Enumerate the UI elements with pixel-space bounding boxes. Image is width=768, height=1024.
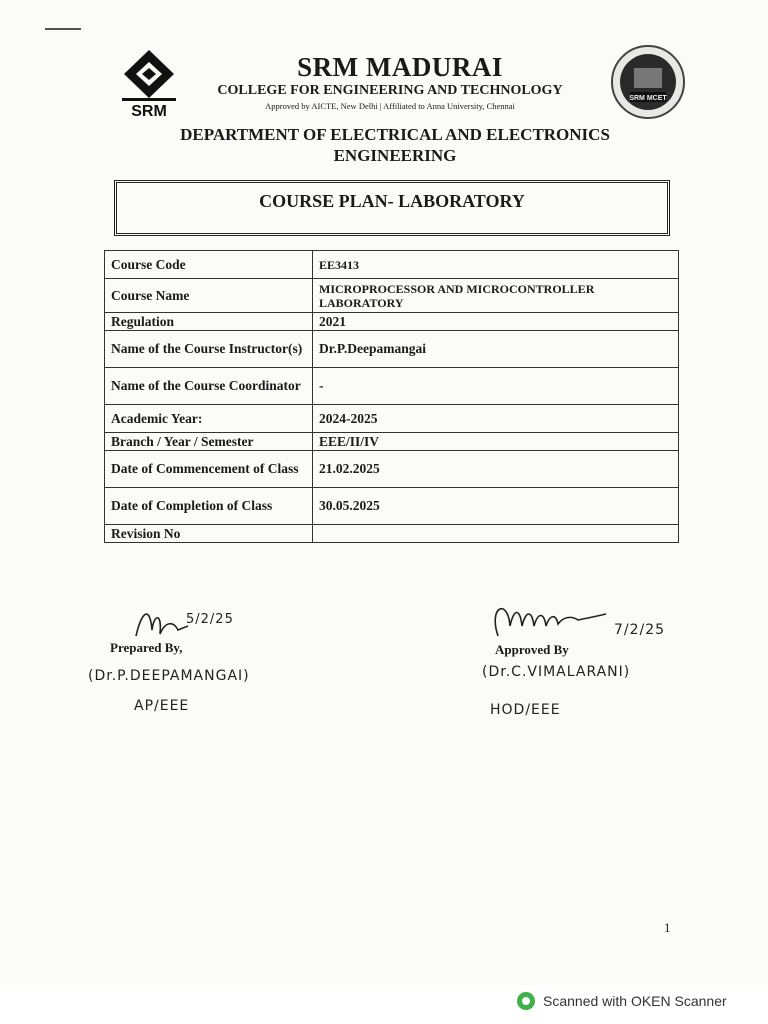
- table-row: [105, 313, 679, 331]
- table-row: [105, 488, 679, 525]
- row-label: Branch / Year / Semester: [105, 433, 313, 451]
- row-value: Dr.P.Deepamangai: [313, 331, 679, 368]
- table-row: [105, 405, 679, 433]
- plan-title: COURSE PLAN- LABORATORY: [259, 191, 525, 211]
- prepared-date: 5/2/25: [186, 612, 234, 627]
- approved-by-label: Approved By: [495, 642, 569, 657]
- approved-name: (Dr.C.VIMALARANI): [482, 664, 631, 680]
- row-label: Regulation: [105, 313, 313, 331]
- row-value: EEE/II/IV: [313, 433, 679, 451]
- affiliation-text: Approved by AICTE, New Delhi | Affiliated to Anna University, Chennai: [265, 101, 515, 111]
- row-label: Name of the Course Instructor(s): [105, 331, 313, 368]
- row-label: Course Code: [105, 251, 313, 279]
- table-row: [105, 368, 679, 405]
- plan-title-box: [114, 180, 670, 236]
- prepared-signature-icon: [132, 600, 192, 644]
- table-row: [105, 279, 679, 313]
- department-title: [140, 124, 650, 166]
- row-value: 21.02.2025: [313, 451, 679, 488]
- department-line-1: DEPARTMENT OF ELECTRICAL AND ELECTRONICS: [180, 125, 610, 144]
- row-label: Date of Completion of Class: [105, 488, 313, 525]
- approved-date: 7/2/25: [614, 622, 666, 638]
- table-row: [105, 331, 679, 368]
- course-info-table: [104, 250, 679, 543]
- prepared-name: (Dr.P.DEEPAMANGAI): [88, 668, 250, 684]
- seal-text: SRM MCET: [629, 95, 667, 102]
- row-label: Name of the Course Coordinator: [105, 368, 313, 405]
- row-label: Revision No: [105, 525, 313, 543]
- department-line-2: ENGINEERING: [333, 146, 457, 165]
- srm-logo-icon: [118, 48, 180, 120]
- row-value: [313, 525, 679, 543]
- prepared-role: AP/EEE: [134, 698, 190, 714]
- approved-signature-icon: [488, 596, 612, 640]
- row-value: 30.05.2025: [313, 488, 679, 525]
- row-label: Academic Year:: [105, 405, 313, 433]
- row-value: EE3413: [313, 251, 679, 279]
- row-label: Course Name: [105, 279, 313, 313]
- institution-name: SRM MADURAI: [297, 52, 503, 82]
- approved-role: HOD/EEE: [490, 702, 561, 718]
- table-row: [105, 433, 679, 451]
- page-number: 1: [664, 920, 671, 935]
- row-value: 2021: [313, 313, 679, 331]
- logo-text: SRM: [131, 103, 167, 120]
- prepared-by-label: Prepared By,: [110, 640, 183, 655]
- row-value: 2024-2025: [313, 405, 679, 433]
- scanner-logo-icon: [517, 992, 535, 1010]
- row-value: MICROPROCESSOR AND MICROCONTROLLER LABORATORY: [313, 279, 679, 313]
- row-label: Date of Commencement of Class: [105, 451, 313, 488]
- row-value: -: [313, 368, 679, 405]
- college-name: COLLEGE FOR ENGINEERING AND TECHNOLOGY: [217, 83, 563, 98]
- college-seal-icon: [610, 44, 686, 120]
- table-row: [105, 451, 679, 488]
- scan-mark: [45, 28, 81, 30]
- scanner-watermark: [517, 992, 727, 1010]
- table-row: [105, 525, 679, 543]
- scanner-text: Scanned with OKEN Scanner: [543, 993, 727, 1009]
- table-row: [105, 251, 679, 279]
